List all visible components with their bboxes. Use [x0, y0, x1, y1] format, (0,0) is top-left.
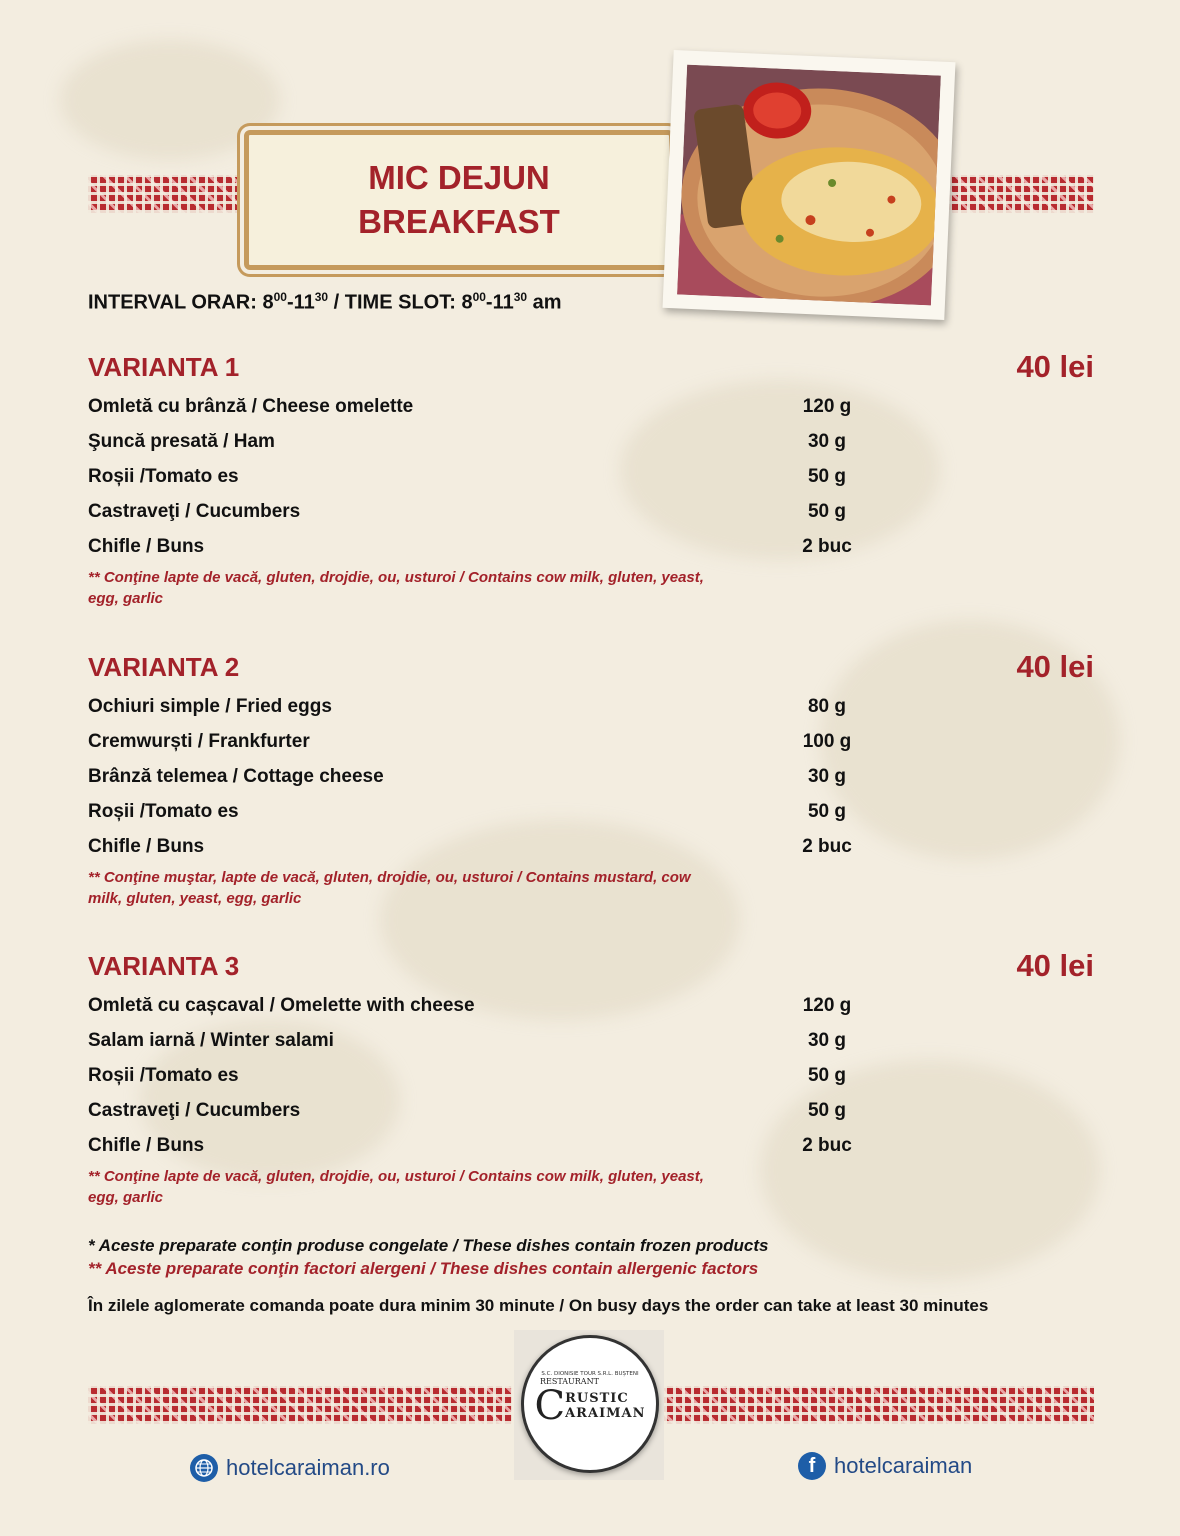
section-price: 40 lei — [1016, 649, 1094, 684]
menu-item — [88, 731, 1094, 766]
item-name: Cremwurști / Frankfurter — [88, 731, 310, 752]
restaurant-logo — [521, 1335, 659, 1473]
item-quantity: 50 g — [807, 801, 847, 822]
item-name: Omletă cu cașcaval / Omelette with cheese — [88, 995, 475, 1016]
item-quantity: 100 g — [802, 731, 852, 752]
item-quantity: 120 g — [802, 396, 852, 417]
menu-item — [88, 1135, 1094, 1170]
section-title: VARIANTA 3 — [88, 951, 240, 981]
logo-initial: C — [534, 1382, 566, 1429]
title-line-1: MIC DEJUN — [368, 159, 550, 196]
ornament-border-bottom-left — [88, 1386, 512, 1424]
item-name: Roșii /Tomato es — [88, 801, 239, 822]
section-price: 40 lei — [1016, 948, 1094, 983]
item-name: Ochiuri simple / Fried eggs — [88, 696, 332, 717]
menu-item — [88, 1100, 1094, 1135]
allergen-note: ** Conţine lapte de vacă, gluten, drojdie, ou, usturoi / Contains cow milk, gluten, yeast, egg, garlic — [88, 1168, 704, 1206]
frozen-products-note: * Aceste preparate conţin produse congelate / These dishes contain frozen products — [88, 1236, 769, 1255]
item-quantity: 120 g — [802, 995, 852, 1016]
item-quantity: 2 buc — [802, 836, 852, 857]
section-price: 40 lei — [1016, 349, 1094, 384]
time-slot: INTERVAL ORAR: $8^{00}-11^{30}$ / TIME SLOT: $8^{00}-11^{30}$ am — [88, 290, 562, 314]
item-quantity: 2 buc — [802, 536, 852, 557]
item-quantity: 2 buc — [802, 1135, 852, 1156]
item-name: Castraveţi / Cucumbers — [88, 1100, 301, 1121]
website-link[interactable] — [190, 1454, 390, 1482]
ornament-border-top-right — [940, 175, 1094, 213]
item-name: Brânză telemea / Cottage cheese — [88, 766, 384, 787]
menu-item — [88, 836, 1094, 871]
menu-item — [88, 501, 1094, 536]
menu-item — [88, 396, 1094, 431]
item-quantity: 50 g — [807, 1100, 847, 1121]
item-quantity: 50 g — [807, 1065, 847, 1086]
menu-item — [88, 431, 1094, 466]
allergen-note: ** Conţine muştar, lapte de vacă, gluten, drojdie, ou, usturoi / Contains mustard, cow milk, gluten, yeast, egg, garlic — [88, 869, 691, 907]
title-frame — [244, 130, 674, 270]
menu-item — [88, 995, 1094, 1030]
logo-company: S.C. DIONISIE TOUR S.R.L. BUȘTENI — [541, 1370, 639, 1377]
section-title: VARIANTA 1 — [88, 352, 240, 382]
item-name: Chifle / Buns — [88, 1135, 205, 1156]
item-quantity: 50 g — [807, 466, 847, 487]
menu-item — [88, 801, 1094, 836]
item-name: Roșii /Tomato es — [88, 466, 239, 487]
title-line-2: BREAKFAST — [358, 203, 560, 240]
website-text: hotelcaraiman.ro — [226, 1455, 390, 1480]
logo-word-1: RUSTIC — [565, 1390, 629, 1406]
menu-item — [88, 1065, 1094, 1100]
logo-restaurant: RESTAURANT — [540, 1376, 599, 1386]
menu-section-varianta-3 — [88, 948, 1094, 1208]
menu-item — [88, 1030, 1094, 1065]
ornament-border-bottom-right — [664, 1386, 1094, 1424]
item-quantity: 80 g — [807, 696, 847, 717]
globe-icon — [190, 1454, 218, 1482]
busy-days-note: În zilele aglomerate comanda poate dura minim 30 minute / On busy days the order can take at least 30 minutes — [88, 1296, 989, 1315]
item-name: Castraveţi / Cucumbers — [88, 501, 301, 522]
facebook-text: hotelcaraiman — [834, 1453, 973, 1478]
item-name: Chifle / Buns — [88, 836, 205, 857]
section-title: VARIANTA 2 — [88, 652, 240, 682]
allergen-note: ** Conţine lapte de vacă, gluten, drojdie, ou, usturoi / Contains cow milk, gluten, yeast, egg, garlic — [88, 569, 704, 607]
allergenic-factors-note: ** Aceste preparate conţin factori alergeni / These dishes contain allergenic factors — [88, 1259, 759, 1278]
menu-section-varianta-1 — [88, 349, 1094, 609]
menu-item — [88, 536, 1094, 571]
item-quantity: 50 g — [807, 501, 847, 522]
ornament-border-top-left — [88, 175, 240, 213]
item-name: Şuncă presată / Ham — [88, 431, 275, 452]
facebook-icon: f — [798, 1452, 826, 1480]
menu-item — [88, 696, 1094, 731]
item-name: Chifle / Buns — [88, 536, 205, 557]
item-quantity: 30 g — [807, 766, 847, 787]
item-name: Omletă cu brânză / Cheese omelette — [88, 396, 414, 417]
food-photo — [663, 50, 956, 320]
omelette-image — [677, 65, 941, 306]
item-name: Roșii /Tomato es — [88, 1065, 239, 1086]
menu-section-varianta-2 — [88, 649, 1094, 909]
facebook-link[interactable] — [798, 1452, 972, 1480]
logo-word-2: ARAIMAN — [565, 1405, 646, 1421]
item-quantity: 30 g — [807, 1030, 847, 1051]
item-quantity: 30 g — [807, 431, 847, 452]
item-name: Salam iarnă / Winter salami — [88, 1030, 334, 1051]
menu-item — [88, 466, 1094, 501]
menu-item — [88, 766, 1094, 801]
